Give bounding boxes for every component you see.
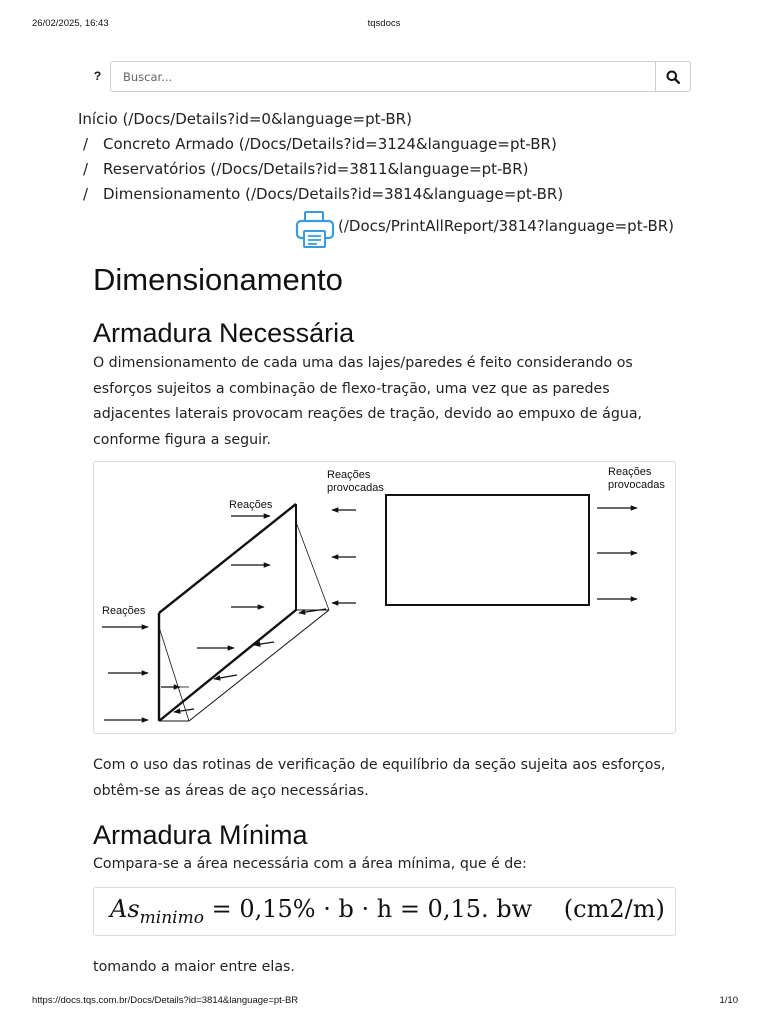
print-page-number: 1/10 — [719, 995, 738, 1006]
print-url: https://docs.tqs.com.br/Docs/Details?id=3814&language=pt-BR — [32, 995, 299, 1006]
section-paragraph-equilibrio: Com o uso das rotinas de verificação de equilíbrio da seção sujeita aos esforços, obtêm-se as áreas de aço necessárias. — [93, 757, 666, 799]
figure-label-right-line1: Reações — [608, 466, 652, 478]
breadcrumb-label[interactable]: Dimensionamento (/Docs/Details?id=3814&language=pt-BR) — [103, 185, 564, 203]
reaction-arrows-middle — [332, 510, 356, 603]
breadcrumb-label[interactable]: Concreto Armado (/Docs/Details?id=3124&language=pt-BR) — [103, 135, 557, 153]
search-input[interactable] — [110, 61, 655, 92]
figure-label-middle-line2: provocadas — [327, 482, 384, 494]
reaction-arrows-under — [174, 609, 326, 712]
reaction-arrows-left — [102, 627, 148, 720]
page-title: Dimensionamento — [93, 262, 343, 297]
search-bar — [85, 61, 691, 92]
breadcrumb-item-dimensionamento[interactable] — [78, 182, 718, 207]
breadcrumb-item-reservatorios[interactable] — [78, 157, 718, 182]
formula-box — [93, 887, 676, 936]
section-paragraph-conclusao: tomando a maior entre elas. — [93, 959, 295, 975]
section-paragraph-compara: Compara-se a área necessária com a área mínima, que é de: — [93, 856, 527, 872]
formula-rhs: = 0,15% · b · h = 0,15. bw — [211, 895, 533, 923]
search-icon — [666, 70, 680, 84]
figure-label-left: Reações — [102, 605, 146, 617]
breadcrumb-item-inicio[interactable] — [78, 107, 718, 132]
reactions-figure-drawing — [94, 462, 677, 735]
section-heading-armadura-minima: Armadura Mínima — [93, 820, 308, 850]
print-date: 26/02/2025, 16:43 — [32, 18, 109, 29]
formula-unit: (cm2/m) — [563, 895, 665, 923]
breadcrumb-separator: / — [83, 160, 89, 178]
section-heading-armadura-necessaria: Armadura Necessária — [93, 318, 355, 348]
formula-lhs: As — [110, 895, 140, 923]
breadcrumb-label[interactable]: Início (/Docs/Details?id=0&language=pt-BR) — [78, 110, 412, 128]
breadcrumb-separator: / — [83, 185, 89, 203]
section-paragraph-intro: O dimensionamento de cada uma das lajes/paredes é feito considerando os esforços sujeitos a combinação de flexo-tração, uma vez que as paredes adjacentes laterais provocam reações de tração, devido ao empuxo de água, conforme figura a seguir. — [93, 355, 643, 448]
breadcrumb-separator: / — [83, 135, 89, 153]
breadcrumb-label[interactable]: Reservatórios (/Docs/Details?id=3811&language=pt-BR) — [103, 160, 529, 178]
reactions-figure — [93, 461, 676, 734]
slab-rectangle — [386, 495, 589, 605]
print-footer — [0, 995, 768, 1009]
print-report-link-text[interactable]: (/Docs/PrintAllReport/3814?language=pt-BR) — [338, 217, 675, 235]
figure-label-top: Reações — [229, 499, 273, 511]
print-header — [0, 18, 768, 32]
breadcrumb-item-concreto-armado[interactable] — [78, 132, 718, 157]
figure-label-right-line2: provocadas — [608, 479, 665, 491]
printer-icon[interactable] — [295, 211, 337, 249]
help-icon[interactable]: ? — [93, 69, 102, 83]
search-button[interactable] — [655, 61, 691, 92]
formula-lhs-subscript: minimo — [139, 908, 204, 928]
print-title: tqsdocs — [367, 18, 401, 29]
breadcrumb — [78, 107, 718, 207]
figure-label-middle-line1: Reações — [327, 469, 371, 481]
minimum-area-formula — [110, 895, 665, 928]
reaction-arrows-top — [161, 516, 270, 687]
reaction-arrows-right — [597, 508, 637, 599]
